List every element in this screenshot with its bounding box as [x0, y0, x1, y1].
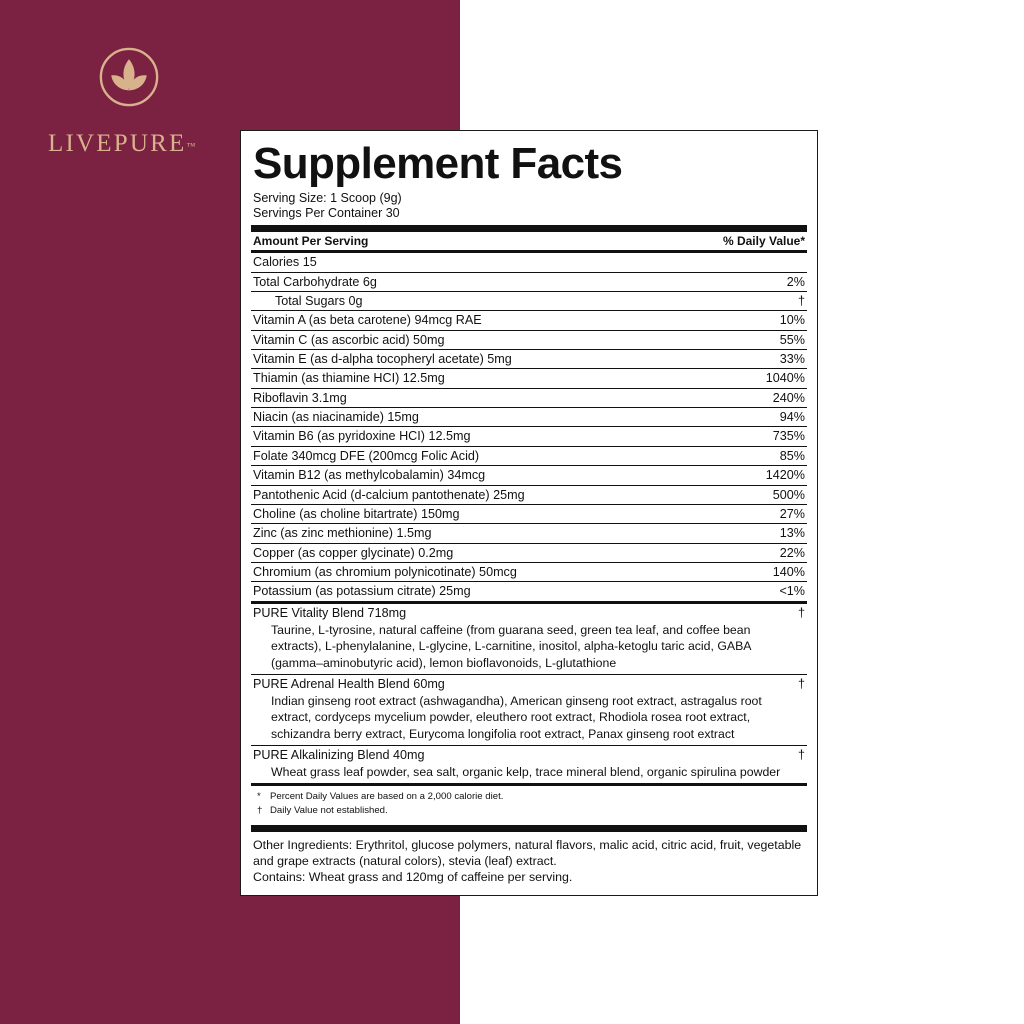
- blend-ingredients: Wheat grass leaf powder, sea salt, organic kelp, trace mineral blend, organic spirulina powder: [271, 765, 781, 780]
- serving-size: Serving Size: 1 Scoop (9g): [253, 190, 402, 205]
- nutrient-row: [251, 350, 807, 369]
- blend-block: [251, 675, 807, 746]
- nutrient-name: Choline (as choline bitartrate) 150mg: [253, 506, 460, 521]
- nutrient-name: Total Carbohydrate 6g: [253, 274, 377, 289]
- footnote-symbol: †: [257, 805, 263, 817]
- other-ingredients: Other Ingredients: Erythritol, glucose polymers, natural flavors, malic acid, citric acid, fruit, vegetable and grape extracts (natural colors), stevia (leaf) extract.: [253, 837, 802, 868]
- nutrient-daily-value: 2%: [786, 274, 805, 289]
- footnote-row: [257, 804, 805, 818]
- nutrient-row: [251, 253, 807, 272]
- footnote-text: Daily Value not established.: [270, 805, 388, 817]
- nutrient-name: Chromium (as chromium polynicotinate) 50mcg: [253, 565, 517, 579]
- brand-trademark: ™: [186, 141, 196, 151]
- nutrient-name: Vitamin C (as ascorbic acid) 50mg: [253, 332, 445, 347]
- divider-thick-bottom: [251, 825, 807, 832]
- nutrient-daily-value: 13%: [779, 526, 805, 541]
- blend-name: PURE Vitality Blend 718mg: [253, 605, 407, 620]
- nutrient-row: [251, 582, 807, 600]
- nutrient-row: [251, 389, 807, 408]
- blend-header: [253, 677, 805, 692]
- nutrient-daily-value: 33%: [779, 352, 805, 367]
- blend-daily-value: †: [797, 605, 805, 620]
- nutrient-table: [251, 253, 807, 600]
- nutrient-daily-value: 94%: [779, 410, 805, 425]
- supplement-facts-panel: [240, 130, 818, 896]
- nutrient-name: Vitamin B12 (as methylcobalamin) 34mcg: [253, 468, 486, 483]
- nutrient-name: Pantothenic Acid (d-calcium pantothenate) 25mg: [253, 487, 525, 502]
- daily-value-header: % Daily Value*: [722, 234, 805, 249]
- blend-header: [253, 748, 805, 763]
- nutrient-name: Riboflavin 3.1mg: [253, 390, 347, 405]
- blend-daily-value: †: [797, 748, 805, 762]
- nutrient-daily-value: 55%: [779, 332, 805, 347]
- footnote-text: Percent Daily Values are based on a 2,000 calorie diet.: [270, 791, 504, 803]
- nutrient-row: [251, 292, 807, 311]
- nutrient-name: Vitamin B6 (as pyridoxine HCI) 12.5mg: [253, 429, 471, 444]
- blend-name: PURE Alkalinizing Blend 40mg: [253, 748, 425, 762]
- nutrient-row: [251, 466, 807, 485]
- brand-name: LIVEPURE: [48, 130, 187, 157]
- nutrient-name: Vitamin A (as beta carotene) 94mcg RAE: [253, 313, 482, 328]
- nutrient-row: [251, 505, 807, 524]
- lotus-flower-icon: [92, 40, 166, 114]
- blend-header: [253, 606, 805, 621]
- nutrient-daily-value: 1040%: [765, 371, 805, 386]
- footnote-symbol: *: [257, 791, 261, 803]
- proprietary-blends: [251, 604, 807, 784]
- nutrient-row: [251, 447, 807, 466]
- nutrient-row: [251, 486, 807, 505]
- nutrient-name: Thiamin (as thiamine HCI) 12.5mg: [253, 371, 445, 386]
- blend-daily-value: †: [797, 676, 805, 691]
- servings-per-container: Servings Per Container 30: [253, 206, 400, 220]
- nutrient-row: [251, 331, 807, 350]
- brand-logo: [48, 40, 248, 158]
- nutrient-row: [251, 369, 807, 388]
- divider-thick-top: [251, 225, 807, 232]
- contains-statement: Contains: Wheat grass and 120mg of caffeine per serving.: [253, 869, 573, 884]
- nutrient-daily-value: <1%: [779, 584, 805, 599]
- nutrient-name: Copper (as copper glycinate) 0.2mg: [253, 545, 454, 560]
- nutrient-daily-value: 27%: [779, 506, 805, 521]
- footnote-row: [257, 790, 805, 804]
- nutrient-name: Calories 15: [253, 255, 317, 270]
- nutrient-row: [251, 427, 807, 446]
- nutrient-daily-value: 140%: [772, 565, 805, 579]
- nutrient-daily-value: 1420%: [765, 468, 805, 483]
- supplement-facts-title: Supplement Facts: [253, 139, 623, 188]
- nutrient-daily-value: 10%: [779, 313, 805, 328]
- blend-ingredients: Indian ginseng root extract (ashwagandha), American ginseng root extract, astragalus root extract, cordyceps mycelium powder, eleuthero root extract, Rhodiola rosea root extract, schizandra berry extract, Eurycoma longifolia root extract, Panax ginseng root extract: [271, 693, 762, 741]
- nutrient-row: [251, 311, 807, 330]
- nutrient-row: [251, 408, 807, 427]
- nutrient-daily-value: 240%: [772, 390, 805, 405]
- other-ingredients-block: [251, 832, 807, 885]
- nutrient-name: Folate 340mcg DFE (200mcg Folic Acid): [253, 448, 480, 463]
- nutrient-daily-value: 500%: [772, 487, 805, 502]
- blend-block: [251, 746, 807, 783]
- nutrient-daily-value: 85%: [779, 448, 805, 463]
- nutrient-name: Zinc (as zinc methionine) 1.5mg: [253, 526, 432, 541]
- amount-per-serving-header: Amount Per Serving: [253, 234, 369, 249]
- blend-name: PURE Adrenal Health Blend 60mg: [253, 676, 445, 691]
- nutrient-name: Total Sugars 0g: [275, 293, 363, 308]
- nutrient-row: [251, 544, 807, 563]
- blend-block: [251, 604, 807, 675]
- nutrient-name: Niacin (as niacinamide) 15mg: [253, 410, 419, 425]
- brand-wordmark: [48, 130, 248, 158]
- nutrient-row: [251, 524, 807, 543]
- nutrient-daily-value: †: [797, 293, 805, 308]
- table-header-row: [251, 232, 807, 250]
- nutrient-name: Potassium (as potassium citrate) 25mg: [253, 584, 471, 599]
- nutrient-daily-value: 735%: [772, 429, 805, 444]
- nutrient-daily-value: 22%: [779, 545, 805, 560]
- nutrient-row: [251, 273, 807, 292]
- blend-ingredients: Taurine, L-tyrosine, natural caffeine (from guarana seed, green tea leaf, and coffee bean extracts), L-phenylalanine, L-glycine, L-carnitine, inositol, alpha-ketoglu taric acid, GABA (gamma–aminobutyric acid), lemon bioflavonoids, L-glutathione: [271, 622, 751, 670]
- footnotes: [251, 786, 807, 820]
- nutrient-row: [251, 563, 807, 582]
- nutrient-name: Vitamin E (as d-alpha tocopheryl acetate) 5mg: [253, 352, 512, 367]
